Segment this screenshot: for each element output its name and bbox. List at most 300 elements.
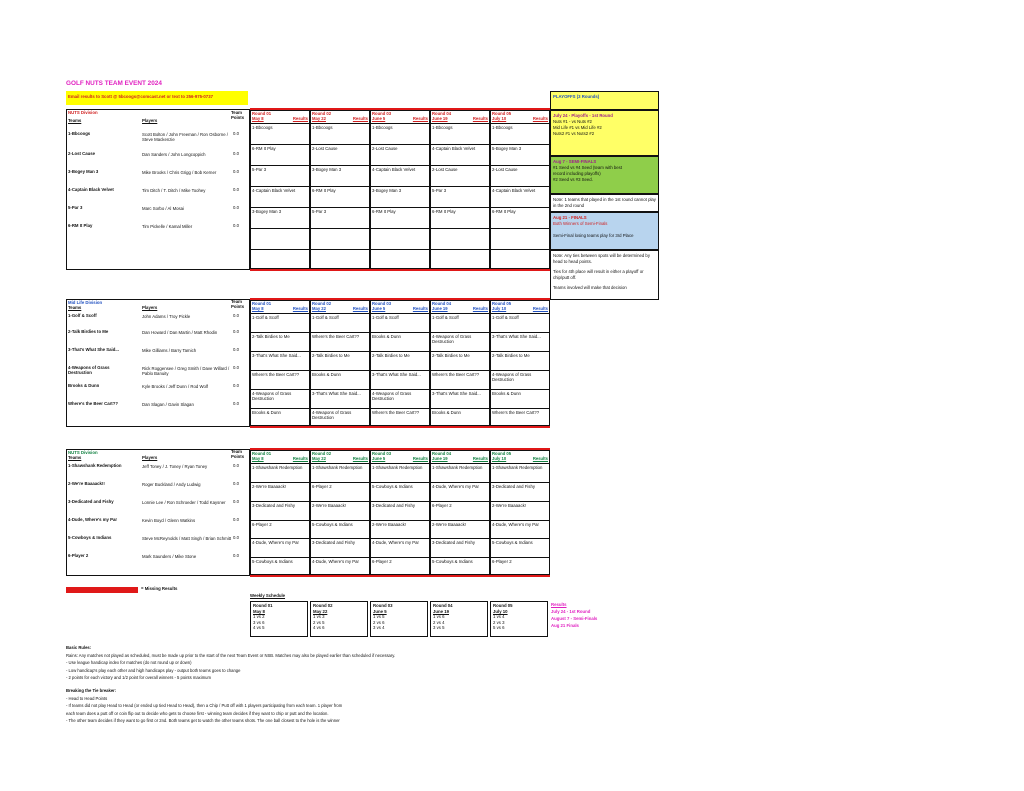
round1-line: Mid Life #1 vs Mid Life #2 bbox=[553, 125, 602, 130]
round1-line: July 24 - Playoffs - 1st Round bbox=[553, 113, 613, 118]
matchup-cell[interactable]: Brooks & Dunn bbox=[491, 389, 549, 408]
notes-line: Note: Any ties between spots will be determined by head to head points. bbox=[553, 253, 650, 264]
schedule-week-name: Round 03 bbox=[373, 603, 393, 608]
week-column bbox=[370, 110, 430, 269]
team-players: Kyle Brooks / Jeff Dunn / Rod Wolf bbox=[142, 384, 208, 389]
matchup-cell[interactable]: 2-Talk Birdies to Me bbox=[431, 351, 489, 370]
schedule-week-name: Round 04 bbox=[433, 603, 453, 608]
week-column bbox=[430, 450, 490, 575]
matchup-cell[interactable]: 1-Golf & Scoff bbox=[251, 313, 309, 332]
division-block bbox=[66, 449, 250, 576]
team-points: 0.0 bbox=[233, 223, 239, 228]
matchup-cell[interactable]: Brooks & Dunn bbox=[311, 370, 369, 389]
matchup-cell[interactable]: 1-Golf & Scoff bbox=[431, 313, 489, 332]
matchup-cell[interactable]: 5-Cowboys & Indians bbox=[371, 482, 429, 501]
matchup-cell[interactable]: 2-Lost Cause bbox=[491, 165, 549, 186]
matchup-cell[interactable]: 2-Talk Birdies to Me bbox=[251, 332, 309, 351]
matchup-cell[interactable]: 1-Bbcoogs bbox=[251, 123, 309, 144]
schedule-week-name: Round 02 bbox=[313, 603, 333, 608]
team-name: 6-RM It Play bbox=[68, 223, 93, 228]
matchup-cell[interactable]: 4-Weapons of Grass Destruction bbox=[431, 332, 489, 351]
week-date: June 5 bbox=[372, 456, 386, 461]
tiebreaker-line: - If teams did not play Head to Head (or ended up tied Head to Head), then a Chip / Putt off with 1 players participating from each team. 1 player from bbox=[66, 703, 343, 709]
matchup-cell[interactable]: 4-Weapons of Grass Destruction bbox=[371, 389, 429, 408]
matchup-cell[interactable]: 3-That's What She Said... bbox=[371, 370, 429, 389]
team-name: 4-Dude, Where's my Par bbox=[68, 517, 118, 522]
matchup-cell[interactable]: 3-That's What She Said... bbox=[491, 332, 549, 351]
matchup-cell[interactable]: 3-Dedicated and Fishy bbox=[491, 482, 549, 501]
missing-results-swatch bbox=[66, 587, 138, 593]
schedule-matchup: 1 vs 2 bbox=[253, 614, 265, 619]
matchup-cell[interactable]: 6-RM It Play bbox=[431, 207, 489, 228]
matchup-cell[interactable]: 6-Player 2 bbox=[431, 501, 489, 520]
team-name: Where's the Beer Cart?? bbox=[68, 401, 118, 406]
results-line: July 24 - 1st Round bbox=[551, 609, 591, 614]
matchup-cell[interactable]: 3-That's What She Said... bbox=[431, 389, 489, 408]
team-points: 0.0 bbox=[233, 535, 239, 540]
team-points: 0.0 bbox=[233, 365, 239, 370]
week-header bbox=[491, 301, 549, 313]
teams-header: Teams bbox=[68, 118, 82, 123]
week-name: Round 04 bbox=[432, 451, 452, 456]
rules-line: - Low handicap's play each other and high handicaps play - output both teams goes to change bbox=[66, 667, 241, 673]
team-players: Dan Sanders / John Longcoppich bbox=[142, 152, 206, 157]
playoffs-title: PLAYOFFS (3 Rounds) bbox=[553, 94, 600, 99]
week-results-label: Results bbox=[532, 456, 548, 461]
schedule-matchup: 4 vs 6 bbox=[313, 625, 325, 630]
team-name: 2-Lost Cause bbox=[68, 151, 95, 156]
matchup-cell[interactable]: 6-Player 2 bbox=[311, 482, 369, 501]
tiebreaker-line: - Head to Head Points bbox=[66, 695, 108, 701]
matchup-cell[interactable]: 1-Golf & Scoff bbox=[491, 313, 549, 332]
week-results-label: Results bbox=[472, 306, 488, 311]
email-note: Email results to Scott @ 5bcoogs@comcast.net or text to 256-975-0737 bbox=[66, 91, 248, 105]
schedule-matchup: 3 vs 4 bbox=[373, 625, 385, 630]
division-block bbox=[66, 109, 250, 270]
rules-line: - 2 points for each victory and 1/2 point for overall winners - 5 points maximum bbox=[66, 675, 211, 681]
week-results-label: Results bbox=[532, 116, 548, 121]
schedule-matchup: 1 vs 5 bbox=[373, 614, 385, 619]
team-players: Mike Brooks / Chris Grigg / Bob Kerner bbox=[142, 170, 217, 175]
week-header bbox=[371, 301, 429, 313]
matchup-cell[interactable]: 5-Cowboys & Indians bbox=[431, 557, 489, 576]
week-name: Round 05 bbox=[492, 451, 512, 456]
week-name: Round 02 bbox=[312, 301, 332, 306]
matchup-cell[interactable]: Brooks & Dunn bbox=[431, 408, 489, 427]
team-name: 2-We're Baaaack!! bbox=[68, 481, 105, 486]
team-points: 0.0 bbox=[233, 383, 239, 388]
team-players: Scott Bolton / John Freeman / Ron Osborne / Steve Mackenzie bbox=[142, 132, 228, 142]
matchup-cell[interactable]: 4-Captain Black Velvet bbox=[251, 186, 309, 207]
schedule-matchup: 3 vs 5 bbox=[433, 625, 445, 630]
matchup-cell[interactable]: Where's the Beer Cart?? bbox=[251, 370, 309, 389]
matchup-cell[interactable]: 4-Dude, Where's my Par bbox=[431, 482, 489, 501]
team-points: 0.0 bbox=[233, 347, 239, 352]
matchup-cell[interactable] bbox=[431, 228, 489, 249]
notes-line: Ties for 4th place will result in either a playoff or chip/putt off. bbox=[553, 269, 644, 280]
matchup-cell[interactable]: 5-Cowboys & Indians bbox=[491, 538, 549, 557]
rules-header: Basic Rules: bbox=[66, 645, 92, 650]
playoffs-note1 bbox=[550, 194, 659, 212]
week-date: June 19 bbox=[432, 456, 448, 461]
week-header bbox=[491, 451, 549, 463]
schedule-matchup: 1 vs 6 bbox=[433, 614, 445, 619]
team-players: Tim Pickelle / Kamal Miller bbox=[142, 224, 193, 229]
team-name: 3-Dedicated and Fishy bbox=[68, 499, 114, 504]
team-name: Brooks & Dunn bbox=[68, 383, 100, 388]
week-results-label: Results bbox=[352, 306, 368, 311]
tiebreaker-line: - The other team decides if they want to go first or 2nd. Both teams get to watch the other teams shots. The one ball closest to the hole is the winner bbox=[66, 718, 340, 724]
schedule-week bbox=[370, 601, 428, 637]
results-line: August 7 - Semi-Finals bbox=[551, 616, 598, 621]
week-date: May 22 bbox=[312, 456, 326, 461]
week-name: Round 03 bbox=[372, 111, 392, 116]
teams-header: Teams bbox=[68, 455, 82, 460]
team-points-header: Team Points bbox=[231, 110, 245, 120]
matchup-cell[interactable]: 3-Dedicated and Fishy bbox=[251, 501, 309, 520]
schedule-results bbox=[551, 601, 597, 629]
week-header bbox=[311, 301, 369, 313]
week-column bbox=[370, 450, 430, 575]
week-column bbox=[490, 450, 550, 575]
matchup-cell[interactable]: 1-Bbcoogs bbox=[371, 123, 429, 144]
matchup-cell[interactable]: 2-We're Baaaack! bbox=[311, 501, 369, 520]
week-results-label: Results bbox=[292, 116, 308, 121]
week-results-label: Results bbox=[472, 116, 488, 121]
team-name: 5-Par 3 bbox=[68, 205, 83, 210]
matchup-cell[interactable]: Where's the Beer Cart?? bbox=[311, 332, 369, 351]
week-name: Round 03 bbox=[372, 301, 392, 306]
week-column bbox=[250, 110, 310, 269]
team-name: 2-Talk Birdies to Me bbox=[68, 329, 109, 334]
week-date: May 22 bbox=[312, 306, 326, 311]
rules-line: Rains: Any matches not played as scheduled, must be made up prior to the start of the next Team Event or NSB. Matches may also be played earlier than scheduled if necessary. bbox=[66, 652, 396, 658]
team-points: 0.0 bbox=[233, 169, 239, 174]
week-date: July 10 bbox=[492, 116, 507, 121]
schedule-matchup: 2 vs 5 bbox=[313, 619, 325, 625]
playoffs-notes bbox=[550, 250, 659, 300]
matchup-cell[interactable]: 3-Bogey Man 3 bbox=[251, 207, 309, 228]
matchup-cell[interactable]: 5-Par 3 bbox=[431, 186, 489, 207]
week-header bbox=[491, 111, 549, 123]
week-date: July 10 bbox=[492, 306, 507, 311]
tiebreaker-line: each team does a putt off or coin flip out to decide who gets to choose first - winning team decides if they want to chip or putt and the location. bbox=[66, 710, 329, 716]
week-name: Round 05 bbox=[492, 111, 512, 116]
schedule-week bbox=[250, 601, 308, 637]
team-players: Dan Howard / Dan Martin / Matt Rhodin bbox=[142, 330, 218, 335]
week-column bbox=[430, 110, 490, 269]
team-players: Mark Saunders / Mike Stone bbox=[142, 554, 197, 559]
week-header bbox=[251, 301, 309, 313]
round1-line: Nuts #1 - vs Nuts #2 bbox=[553, 119, 592, 124]
team-players: Marc Sorbo / Al Mosai bbox=[142, 206, 185, 211]
team-points: 0.0 bbox=[233, 131, 239, 136]
week-header bbox=[431, 301, 489, 313]
matchup-cell[interactable]: 2-We're Baaaack! bbox=[251, 482, 309, 501]
matchup-cell[interactable]: 5-Cowboys & Indians bbox=[311, 520, 369, 539]
matchup-cell[interactable]: 3-Dedicated and Fishy bbox=[311, 538, 369, 557]
week-name: Round 03 bbox=[372, 451, 392, 456]
division-title: NUTS Division bbox=[68, 450, 98, 455]
team-players: Steve McReynolds / Matt Singh / Brian Schmitt bbox=[142, 536, 232, 541]
players-header: Players bbox=[142, 118, 158, 123]
matchup-cell[interactable]: 3-That's What She Said... bbox=[311, 389, 369, 408]
week-results-label: Results bbox=[292, 306, 308, 311]
matchup-cell[interactable]: 2-Talk Birdies to Me bbox=[371, 351, 429, 370]
matchup-cell[interactable]: 4-Weapons of Grass Destruction bbox=[491, 370, 549, 389]
matchup-cell[interactable]: 2-Lost Cause bbox=[371, 144, 429, 165]
week-header bbox=[371, 451, 429, 463]
matchup-cell[interactable]: 6-RM It Play bbox=[491, 207, 549, 228]
matchup-cell[interactable]: 1-Golf & Scoff bbox=[311, 313, 369, 332]
team-points-header: Team Points bbox=[231, 299, 245, 309]
team-points: 0.0 bbox=[233, 313, 239, 318]
week-date: June 19 bbox=[432, 116, 448, 121]
matchup-cell[interactable]: 3-That's What She Said... bbox=[251, 351, 309, 370]
division-title: Mid Life Division bbox=[68, 300, 103, 305]
week-results-label: Results bbox=[532, 306, 548, 311]
week-date: May 22 bbox=[312, 116, 326, 121]
matchup-cell[interactable]: 6-Player 2 bbox=[491, 557, 549, 576]
matchup-cell[interactable]: 1-Shawshank Redemption bbox=[251, 463, 309, 482]
team-players: Jeff Toney / J. Toney / Ryan Toney bbox=[142, 464, 208, 469]
schedule-matchup: 2 vs 4 bbox=[433, 619, 445, 625]
matchup-cell[interactable]: 4-Captain Black Velvet bbox=[491, 186, 549, 207]
matchup-cell[interactable]: 5-Bogey Man 3 bbox=[491, 144, 549, 165]
team-name: 4-Weapons of Grass Destruction bbox=[68, 365, 110, 375]
matchup-cell[interactable]: 1-Shawshank Redemption bbox=[431, 463, 489, 482]
schedule-matchup: 1 vs 3 bbox=[313, 614, 325, 619]
matchup-cell[interactable]: Where's the Beer Cart?? bbox=[491, 408, 549, 427]
team-name: 6-Player 2 bbox=[68, 553, 89, 558]
semis-line: #2 Seed vs #3 Seed. bbox=[553, 177, 593, 182]
matchup-cell[interactable]: 3-Dedicated and Fishy bbox=[431, 538, 489, 557]
week-date: July 10 bbox=[492, 456, 507, 461]
results-line: Results bbox=[551, 602, 567, 607]
matchup-cell[interactable]: 2-Talk Birdies to Me bbox=[491, 351, 549, 370]
matchup-cell[interactable]: 2-We're Baaaack! bbox=[431, 520, 489, 539]
matchup-cell[interactable]: 1-Bbcoogs bbox=[491, 123, 549, 144]
players-header: Players bbox=[142, 305, 158, 310]
playoffs-finals bbox=[550, 212, 659, 250]
week-results-label: Results bbox=[412, 456, 428, 461]
week-results-label: Results bbox=[412, 306, 428, 311]
team-points: 0.0 bbox=[233, 553, 239, 558]
matchup-cell[interactable] bbox=[251, 228, 309, 249]
schedule-week-date: July 10 bbox=[493, 608, 508, 614]
matchup-cell[interactable]: 6-RM It Play bbox=[371, 207, 429, 228]
week-column bbox=[310, 110, 370, 269]
team-players: John Adams / Troy Pickle bbox=[142, 314, 191, 319]
team-points: 0.0 bbox=[233, 187, 239, 192]
week-name: Round 04 bbox=[432, 301, 452, 306]
team-points: 0.0 bbox=[233, 151, 239, 156]
week-date: May 8 bbox=[252, 456, 264, 461]
rules-section bbox=[66, 644, 726, 725]
teams-header: Teams bbox=[68, 305, 82, 310]
matchup-cell[interactable]: 1-Golf & Scoff bbox=[371, 313, 429, 332]
matchup-cell[interactable]: 4-Weapons of Grass Destruction bbox=[311, 408, 369, 427]
team-name: 1-Golf & Scoff bbox=[68, 313, 97, 318]
schedule-week-date: May 8 bbox=[253, 608, 265, 614]
week-date: June 5 bbox=[372, 306, 386, 311]
week-header bbox=[251, 451, 309, 463]
matchup-cell[interactable]: 6-RM It Play bbox=[251, 144, 309, 165]
playoffs-header bbox=[550, 91, 659, 110]
matchup-cell[interactable] bbox=[431, 249, 489, 270]
matchup-cell[interactable]: Where's the Beer Cart?? bbox=[431, 370, 489, 389]
week-name: Round 04 bbox=[432, 111, 452, 116]
team-players: Kevin Boyd / Glenn Watkins bbox=[142, 518, 196, 523]
team-players: Roger Buckland / Andy Ludwig bbox=[142, 482, 201, 487]
matchup-cell[interactable]: Where's the Beer Cart?? bbox=[371, 408, 429, 427]
schedule-week-date: May 22 bbox=[313, 608, 328, 614]
team-players: Mike Gilliams / Barry Tamich bbox=[142, 348, 197, 353]
playoffs-round1 bbox=[550, 110, 659, 156]
matchup-cell[interactable]: 5-Cowboys & Indians bbox=[251, 557, 309, 576]
team-name: 3-Bogey Man 3 bbox=[68, 169, 99, 174]
division-title: NUTS Division bbox=[68, 110, 98, 115]
team-players: Dan Slagan / Gavin Slagan bbox=[142, 402, 194, 407]
matchup-cell[interactable]: 6-RM It Play bbox=[311, 186, 369, 207]
finals-line2: Semi-Final losing teams play for 3rd Place bbox=[553, 233, 634, 238]
week-header bbox=[251, 111, 309, 123]
matchup-cell[interactable]: 3-Bogey Man 3 bbox=[371, 186, 429, 207]
matchup-cell[interactable]: 3-Dedicated and Fishy bbox=[371, 501, 429, 520]
matchup-cell[interactable]: 1-Shawshank Redemption bbox=[491, 463, 549, 482]
week-results-label: Results bbox=[292, 456, 308, 461]
week-column bbox=[250, 300, 310, 426]
matchup-cell[interactable]: 4-Dude, Where's my Par bbox=[491, 520, 549, 539]
team-points: 0.0 bbox=[233, 463, 239, 468]
team-name: 4-Captain Black Velvet bbox=[68, 187, 114, 192]
schedule-week bbox=[430, 601, 488, 637]
week-date: May 8 bbox=[252, 116, 264, 121]
matchup-cell[interactable] bbox=[491, 228, 549, 249]
schedule-matchup: 3 vs 6 bbox=[253, 619, 265, 625]
schedule-week-name: Round 01 bbox=[253, 603, 273, 608]
matchup-cell[interactable]: 4-Captain Black Velvet bbox=[371, 165, 429, 186]
matchup-cell[interactable]: 6-Player 2 bbox=[371, 557, 429, 576]
playoffs-semis bbox=[550, 156, 659, 194]
week-header bbox=[311, 451, 369, 463]
matchup-cell[interactable]: 6-Player 2 bbox=[251, 520, 309, 539]
matchup-cell[interactable]: 4-Dude, Where's my Par bbox=[251, 538, 309, 557]
week-header bbox=[311, 111, 369, 123]
team-players: Lonnie Lee / Ron Schroeder / Todd Kaysner bbox=[142, 500, 226, 505]
schedule-matchup: 1 vs 4 bbox=[493, 614, 505, 619]
matchup-cell[interactable]: 4-Weapons of Grass Destruction bbox=[251, 389, 309, 408]
team-points: 0.0 bbox=[233, 517, 239, 522]
matchup-cell[interactable]: 2-We're Baaaack! bbox=[371, 520, 429, 539]
missing-results-legend: = Missing Results bbox=[141, 586, 178, 591]
week-name: Round 02 bbox=[312, 451, 332, 456]
week-header bbox=[431, 451, 489, 463]
matchup-cell[interactable]: 2-Lost Cause bbox=[311, 144, 369, 165]
week-name: Round 01 bbox=[252, 111, 272, 116]
notes-line: Teams involved will make that decision bbox=[553, 285, 627, 290]
matchup-cell[interactable]: 1-Shawshank Redemption bbox=[371, 463, 429, 482]
schedule-week bbox=[490, 601, 548, 637]
week-name: Round 02 bbox=[312, 111, 332, 116]
matchup-cell[interactable]: Brooks & Dunn bbox=[371, 332, 429, 351]
schedule-week-name: Round 05 bbox=[493, 603, 513, 608]
week-date: June 19 bbox=[432, 306, 448, 311]
week-column bbox=[250, 450, 310, 575]
finals-line: Both Winners of Semi-Finals bbox=[553, 221, 608, 226]
week-name: Round 01 bbox=[252, 451, 272, 456]
matchup-cell[interactable] bbox=[491, 249, 549, 270]
schedule-week bbox=[310, 601, 368, 637]
schedule-matchup: 2 vs 3 bbox=[493, 619, 505, 625]
weekly-schedule-title: Weekly Schedule bbox=[250, 593, 286, 598]
round1-line: Nuts2 #1 vs Nuts2 #2 bbox=[553, 131, 595, 136]
matchup-cell[interactable]: 2-Talk Birdies to Me bbox=[311, 351, 369, 370]
week-column bbox=[430, 300, 490, 426]
team-players: Tim Ditch / T. Ditch / Mike Toohey bbox=[142, 188, 206, 193]
week-date: May 8 bbox=[252, 306, 264, 311]
matchup-cell[interactable]: 4-Dude, Where's my Par bbox=[371, 538, 429, 557]
matchup-cell[interactable]: 5-Par 3 bbox=[251, 165, 309, 186]
matchup-cell[interactable] bbox=[311, 249, 369, 270]
players-header: Players bbox=[142, 455, 158, 460]
schedule-week-date: June 19 bbox=[433, 608, 450, 614]
week-results-label: Results bbox=[352, 456, 368, 461]
matchup-cell[interactable]: 5-Par 3 bbox=[311, 207, 369, 228]
rules-line: - Use league handicap index for matches (do not round up or down) bbox=[66, 660, 192, 666]
results-line: Aug 21 Finals bbox=[551, 623, 579, 628]
matchup-cell[interactable]: 4-Captain Black Velvet bbox=[431, 144, 489, 165]
matchup-cell[interactable] bbox=[371, 228, 429, 249]
team-name: 1-Bbcoogs bbox=[68, 131, 91, 136]
note1-text: Note: 1 teams that played in the 1st round cannot play in the 2nd round bbox=[553, 197, 656, 208]
matchup-cell[interactable]: 3-Bogey Man 3 bbox=[311, 165, 369, 186]
matchup-cell[interactable] bbox=[251, 249, 309, 270]
schedule-matchup: 4 vs 5 bbox=[253, 625, 265, 630]
week-results-label: Results bbox=[352, 116, 368, 121]
matchup-cell[interactable]: 2-Lost Cause bbox=[431, 165, 489, 186]
semis-line: #1 Seed vs #4 Seed (team with best bbox=[553, 165, 623, 170]
matchup-cell[interactable]: Brooks & Dunn bbox=[251, 408, 309, 427]
week-column bbox=[490, 300, 550, 426]
matchup-cell[interactable] bbox=[371, 249, 429, 270]
team-points: 0.0 bbox=[233, 205, 239, 210]
finals-line: Aug 21 - FINALS bbox=[553, 215, 587, 220]
week-results-label: Results bbox=[412, 116, 428, 121]
team-points: 0.0 bbox=[233, 401, 239, 406]
schedule-matchup: 2 vs 6 bbox=[373, 619, 385, 625]
semis-line: Aug 7 - SEMI-FINALS bbox=[553, 159, 597, 164]
week-column bbox=[310, 300, 370, 426]
team-points: 0.0 bbox=[233, 499, 239, 504]
team-points: 0.0 bbox=[233, 329, 239, 334]
tiebreaker-header: Breaking the Tie breaker: bbox=[66, 687, 117, 693]
team-name: 1-Shawshank Redemption bbox=[68, 463, 122, 468]
week-column bbox=[370, 300, 430, 426]
matchup-cell[interactable]: 2-We're Baaaack! bbox=[491, 501, 549, 520]
matchup-cell[interactable]: 1-Bbcoogs bbox=[431, 123, 489, 144]
week-name: Round 05 bbox=[492, 301, 512, 306]
schedule-week-date: June 5 bbox=[373, 608, 387, 614]
matchup-cell[interactable] bbox=[311, 228, 369, 249]
week-column bbox=[310, 450, 370, 575]
matchup-cell[interactable]: 1-Bbcoogs bbox=[311, 123, 369, 144]
week-results-label: Results bbox=[472, 456, 488, 461]
team-name: 3-That's What She Said... bbox=[68, 347, 119, 352]
week-header bbox=[431, 111, 489, 123]
matchup-cell[interactable]: 1-Shawshank Redemption bbox=[311, 463, 369, 482]
matchup-cell[interactable]: 4-Dude, Where's my Par bbox=[311, 557, 369, 576]
